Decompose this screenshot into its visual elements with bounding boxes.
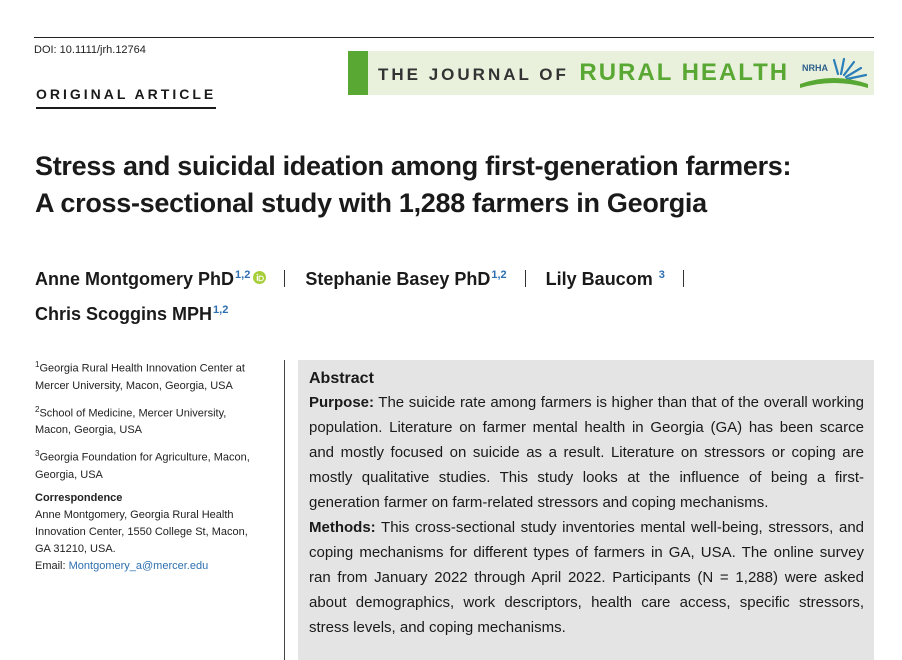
- correspondence-line: Innovation Center, 1550 College St, Macon,: [35, 525, 248, 538]
- author-scoggins[interactable]: [35, 304, 228, 324]
- orcid-icon[interactable]: [253, 271, 266, 284]
- correspondence-line: GA 31210, USA.: [35, 542, 116, 555]
- banner-stripe: [348, 51, 368, 95]
- affiliations-column: [35, 356, 275, 581]
- abstract-box: [298, 360, 874, 660]
- nrha-logo-text: NRHA: [802, 63, 828, 73]
- article-title: [35, 148, 855, 222]
- title-line-2: A cross-sectional study with 1,288 farmers in Georgia: [35, 188, 707, 218]
- purpose-text: The suicide rate among farmers is higher than that of the overall working population. Literature on farmer mental health in Georgia (GA) has been scarce and mostly focused on suicide as a result. Literature on stressors or coping are mostly qualitative studies. This study looks at the influence of being a first-generation farmer on farm-related stressors and coping mechanisms.: [309, 394, 864, 511]
- journal-banner[interactable]: [348, 51, 874, 95]
- methods-text: This cross-sectional study inventories mental well-being, stressors, and coping mechanisms for different types of farmers in GA, USA. The online survey ran from January 2022 through April 2022. Participants (N = 1,288) were asked about demographics, work descriptors, health care access, specific stressors, stress levels, and coping mechanisms.: [309, 519, 864, 636]
- affiliation-number: 2: [35, 404, 40, 414]
- title-line-1: Stress and suicidal ideation among first-generation farmers:: [35, 151, 792, 181]
- author-montgomery[interactable]: [35, 269, 266, 289]
- author-baucom[interactable]: [546, 269, 665, 289]
- abstract-heading: Abstract: [309, 370, 374, 387]
- affiliation-text: Georgia Foundation for Agriculture, Macon,: [39, 451, 250, 464]
- affiliation-number: 1: [35, 360, 40, 369]
- author-name: Lily Baucom: [545, 269, 653, 289]
- affiliation-text: Mercer University, Macon, Georgia, USA: [35, 379, 233, 392]
- doi-text[interactable]: DOI: 10.1111/jrh.12764: [34, 44, 146, 56]
- author-separator: [683, 270, 684, 287]
- email-label: Email:: [35, 559, 69, 572]
- affiliation-item: [35, 445, 275, 484]
- correspondence-line: Anne Montgomery, Georgia Rural Health: [35, 508, 234, 521]
- abstract-methods: [309, 515, 864, 640]
- affiliation-text: Georgia Rural Health Innovation Center at: [39, 362, 245, 375]
- purpose-label: Purpose:: [309, 394, 375, 411]
- affiliation-item: [35, 356, 275, 395]
- author-list: [35, 260, 855, 330]
- author-separator: [525, 270, 526, 287]
- author-affil-sup: 1,2: [213, 304, 229, 316]
- author-basey[interactable]: [305, 269, 506, 289]
- affiliation-item: [35, 401, 275, 440]
- correspondence-details: [35, 507, 275, 575]
- author-affil-sup: 1,2: [491, 269, 507, 281]
- affiliation-text: Macon, Georgia, USA: [35, 424, 142, 437]
- top-rule: [34, 37, 874, 38]
- author-name: Chris Scoggins MPH: [35, 304, 213, 324]
- journal-name-main: RURAL HEALTH: [579, 59, 790, 86]
- methods-label: Methods:: [309, 519, 376, 536]
- affiliation-text: Georgia, USA: [35, 468, 103, 481]
- journal-name: [378, 59, 789, 87]
- author-affil-sup: 3: [658, 269, 665, 281]
- journal-name-prefix: THE JOURNAL OF: [378, 65, 569, 84]
- author-name: Stephanie Basey PhD: [305, 269, 491, 289]
- affiliation-text: School of Medicine, Mercer University,: [39, 407, 227, 420]
- author-name: Anne Montgomery PhD: [35, 269, 235, 289]
- abstract-purpose: [309, 390, 864, 515]
- author-separator: [284, 270, 285, 287]
- article-type-label: ORIGINAL ARTICLE: [36, 86, 216, 109]
- affiliation-number: 3: [35, 449, 40, 459]
- nrha-logo: [798, 54, 870, 92]
- email-link[interactable]: Montgomery_a@mercer.edu: [68, 559, 209, 572]
- correspondence-heading: Correspondence: [35, 491, 123, 504]
- column-divider: [284, 360, 285, 660]
- author-affil-sup: 1,2: [235, 269, 251, 281]
